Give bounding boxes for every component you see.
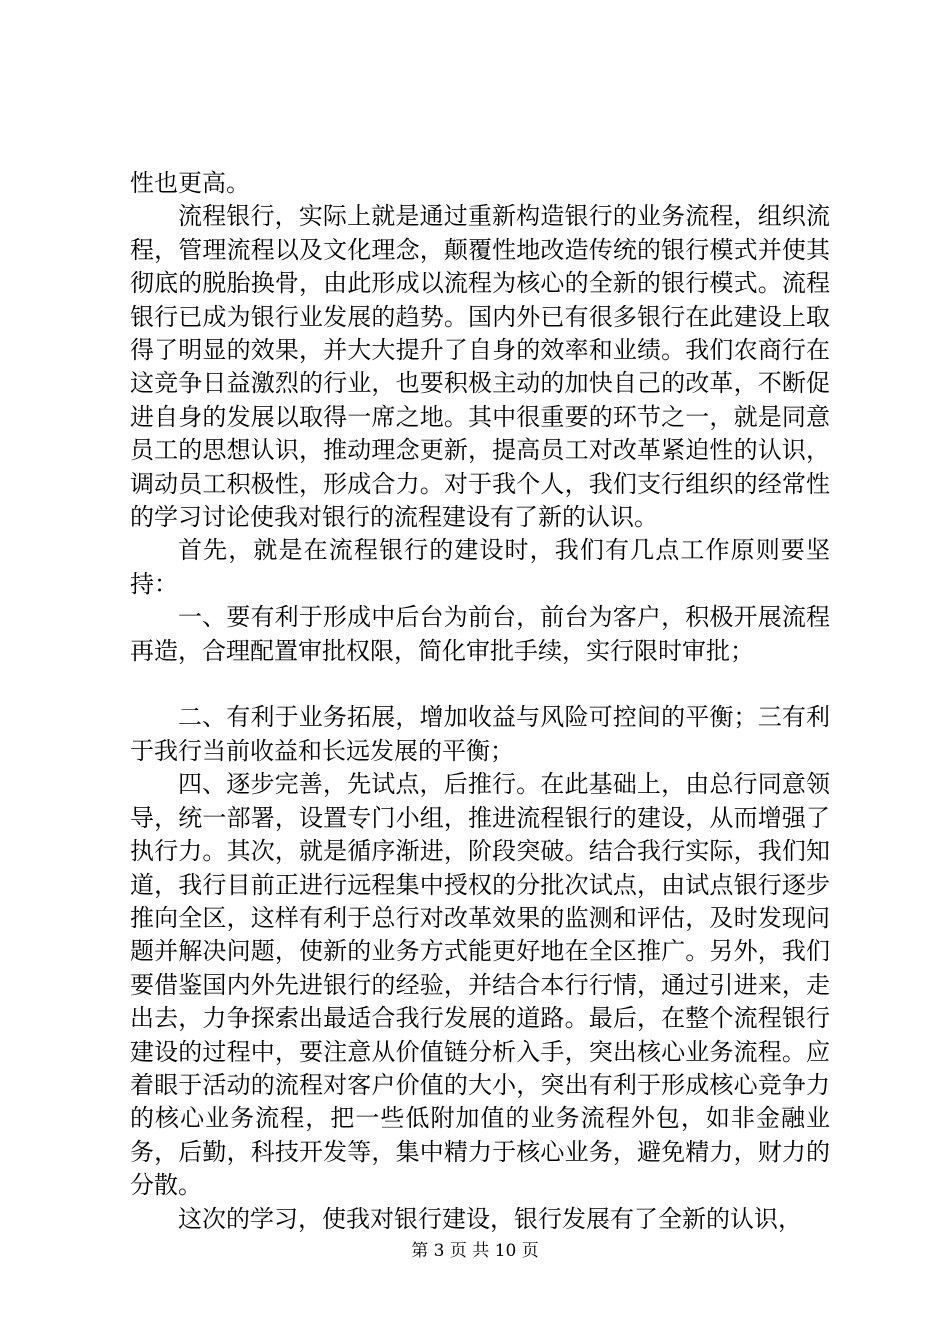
paragraph-2: 流程银行，实际上就是通过重新构造银行的业务流程，组织流程，管理流程以及文化理念，颠覆性地改造传统的银行模式并使其彻底的脱胎换骨，由此形成以流程为核心的全新的银行模式。流程银行已成为银行业发展的趋势。国内外已有很多银行在此建设上取得了明显的效果，并大大提升了自身的效率和业绩。我们农商行在这竞争日益激烈的行业，也要积极主动的加快自己的改革，不断促进自身的发展以取得一席之地。其中很重要的环节之一，就是同意员工的思想认识，推动理念更新，提高员工对改革紧迫性的认识，调动员工积极性，形成合力。对于我个人，我们支行组织的经常性的学习讨论使我对银行的流程建设有了新的认识。 [130,202,830,532]
page-footer [0,1236,950,1261]
paragraph-7: 这次的学习，使我对银行建设，银行发展有了全新的认识， [178,1204,802,1233]
blank-line [130,668,830,701]
document-body [130,167,830,1236]
paragraph-3: 首先，就是在流程银行的建设时，我们有几点工作原则要坚持： [130,536,830,598]
paragraph-4: 一、要有利于形成中后台为前台，前台为客户，积极开展流程再造，合理配置审批权限，简化审批手续，实行限时审批； [130,603,830,665]
paragraph-5: 二、有利于业务拓展，增加收益与风险可控间的平衡；三有利于我行当前收益和长远发展的平衡； [130,703,830,765]
page-number-label: 第 3 页 共 10 页 [411,1241,539,1261]
paragraph-1: 性也更高。 [130,169,250,197]
paragraph-6: 四、逐步完善，先试点，后推行。在此基础上，由总行同意领导，统一部署，设置专门小组，推进流程银行的建设，从而增强了执行力。其次，就是循序渐进，阶段突破。结合我行实际，我们知道，我行目前正进行远程集中授权的分批次试点，由试点银行逐步推向全区，这样有利于总行对改革效果的监测和评估，及时发现问题并解决问题，使新的业务方式能更好地在全区推广。另外，我们要借鉴国内外先进银行的经验，并结合本行行情，通过引进来，走出去，力争探索出最适合我行发展的道路。最后，在整个流程银行建设的过程中，要注意从价值链分析入手，突出核心业务流程。应着眼于活动的流程对客户价值的大小，突出有利于形成核心竞争力的核心业务流程，把一些低附加值的业务流程外包，如非金融业务，后勤，科技开发等，集中精力于核心业务，避免精力，财力的分散。 [130,770,830,1200]
